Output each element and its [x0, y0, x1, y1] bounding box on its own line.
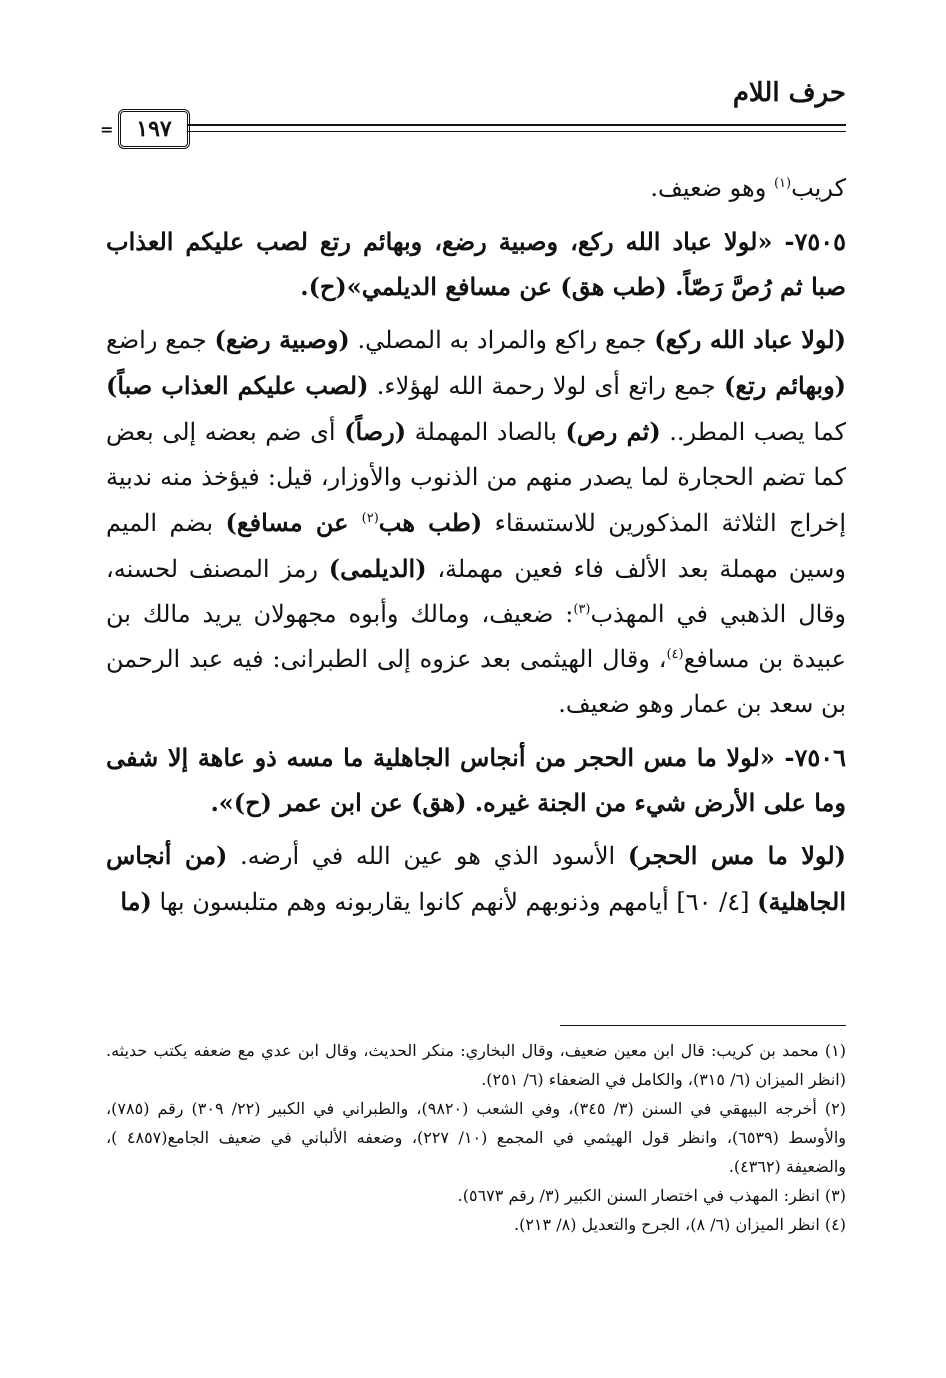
- footnote-separator: [560, 1025, 846, 1026]
- footnote-ref-4[interactable]: (٤): [666, 647, 684, 662]
- footnote-ref-2[interactable]: (٢): [361, 511, 379, 526]
- footnote-3: (٣) انظر: المهذب في اختصار السنن الكبير (٣/ رقم ٥٦٧٣).: [457, 1186, 846, 1205]
- hadith-7505: ٧٥٠٥- «لولا عباد الله ركع، وصبية رضع، وبهائم رتع لصب عليكم العذاب صبا ثم رُصَّ رَصّاً. (طب هق) عن مسافع الديلمي»(ح).: [106, 227, 846, 301]
- header-rule: [188, 124, 846, 126]
- footnote-ref-1[interactable]: (١): [773, 176, 792, 191]
- footnote-ref-3[interactable]: (٣): [573, 602, 591, 617]
- paragraph-1: كريب$^{(١)}$ وهو ضعيف.: [650, 174, 846, 202]
- footnote-1: (١) محمد بن كريب: قال ابن معين ضعيف، وقال البخاري: منكر الحديث، وقال ابن عدي مع ضعفه يكتب حديثه. (انظر الميزان (٦/ ٣١٥)، والكامل في الضعفاء (٦/ ٢٥١).: [106, 1041, 846, 1089]
- footnote-4: (٤) انظر الميزان (٦/ ٨)، الجرح والتعديل (٨/ ٢١٣).: [514, 1215, 846, 1234]
- footnotes: [106, 1036, 846, 1239]
- main-text: [106, 166, 846, 933]
- commentary-7505: (لولا عباد الله ركع) جمع راكع والمراد به المصلي. (وصبية رضع) جمع راضع (وبهائم رتع) جمع راتع أى لولا رحمة الله لهؤلاء. (لصب عليكم العذاب صباً) كما يصب المطر.. (ثم رص) بالصاد المهملة (رصاً) أى ضم بعضه إلى بعض كما تضم الحجارة لما يصدر منهم من الذنوب والأوزار، قيل: فيؤخذ منه ندبية إخراج الثلاثة المذكورين للاستسقاء (طب هب$^{(٢)}$ عن مسافع) بضم الميم وسين مهملة بعد الألف فاء فعين مهملة، (الديلمى) رمز المصنف لحسنه، وقال الذهبي في المهذب$^{(٣)}$: ضعيف، ومالك وأبوه مجهولان يريد مالك بن عبيدة بن مسافع$^{(٤)}$، وقال الهيثمى بعد عزوه إلى الطبرانى: فيه عبد الرحمن بن سعد بن عمار وهو ضعيف.: [106, 325, 847, 718]
- page-header-title: حرف اللام: [732, 78, 846, 108]
- hadith-7506: ٧٥٠٦- «لولا ما مس الحجر من أنجاس الجاهلية ما مسه ذو عاهة إلا شفى وما على الأرض شيء من الجنة غيره. (هق) عن ابن عمر (ح)».: [106, 743, 846, 817]
- page-number: ١٩٧: [136, 116, 172, 142]
- commentary-7506: (لولا ما مس الحجر) الأسود الذي هو عين الله في أرضه. (من أنجاس الجاهلية) [٤/ ٦٠] أيامهم وذنوبهم لأنهم كانوا يقاربونه وهم متلبسون بها (ما: [106, 841, 846, 916]
- page-number-box: [118, 109, 190, 149]
- header-ornament: =: [100, 120, 114, 139]
- header-rule-thin: [188, 131, 846, 132]
- footnote-2: (٢) أخرجه البيهقي في السنن (٣/ ٣٤٥)، وفي الشعب (٩٨٢٠)، والطبراني في الكبير (٢٢/ ٣٠٩) رقم (٧٨٥)، والأوسط (٦٥٣٩)، وانظر قول الهيثمي في المجمع (١٠/ ٢٢٧)، وضعفه الألباني في ضعيف الجامع(٤٨٥٧ )، والضعيفة (٤٣٦٢).: [106, 1099, 847, 1176]
